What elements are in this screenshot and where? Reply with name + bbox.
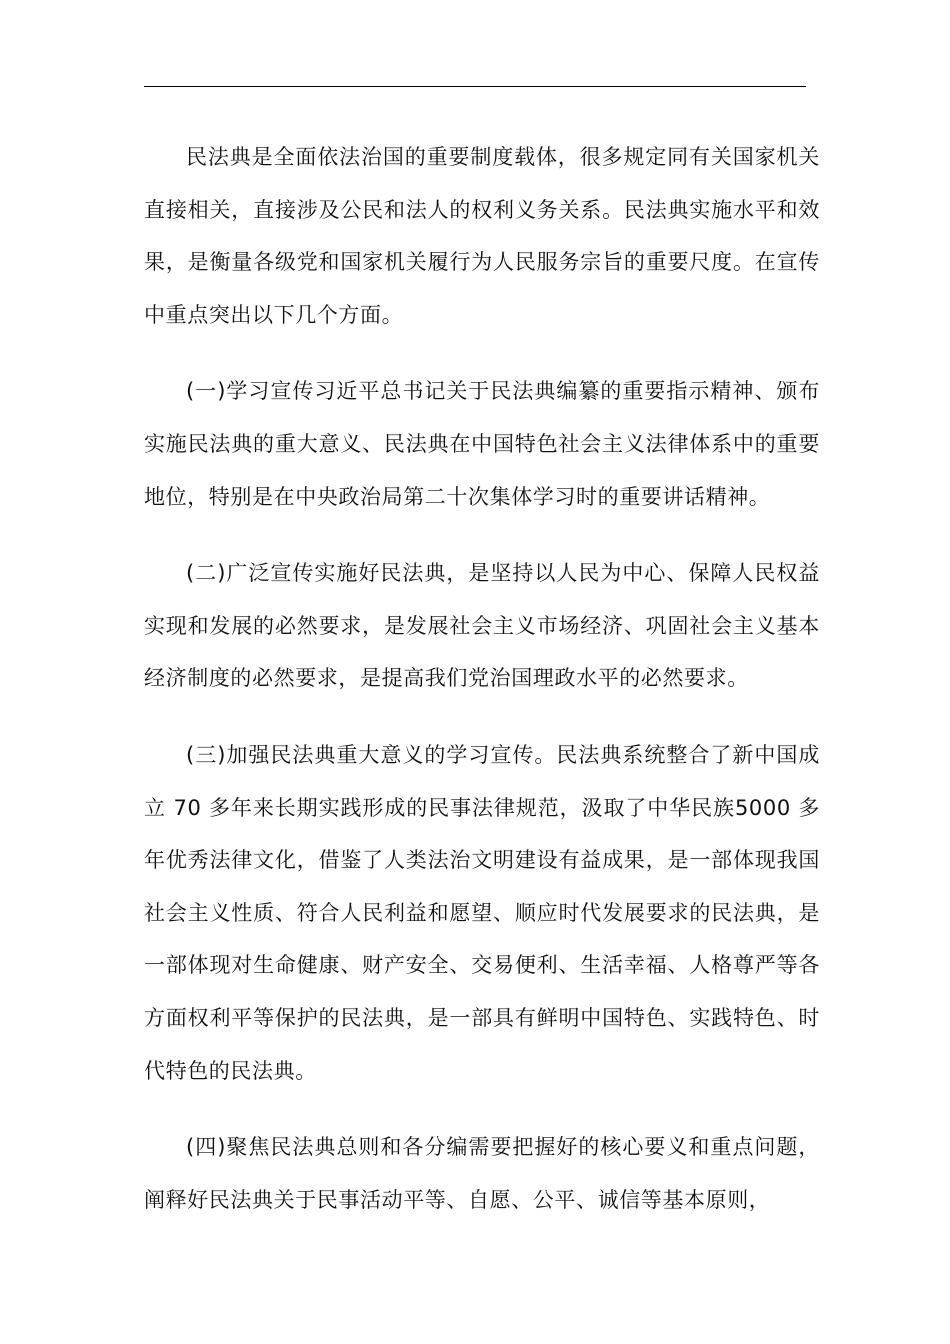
document-body (144, 131, 820, 1250)
paragraph-point-2: (二)广泛宣传实施好民法典，是坚持以人民为中心、保障人民权益实现和发展的必然要求，是发展社会主义市场经济、巩固社会主义基本经济制度的必然要求，是提高我们党治国理政水平的必然要求。 (144, 561, 820, 691)
paragraph-point-4: (四)聚焦民法典总则和各分编需要把握好的核心要义和重点问题，阐释好民法典关于民事活动平等、自愿、公平、诚信等基本原则， (144, 1135, 820, 1212)
header-rule (144, 86, 806, 87)
paragraph-point-1: (一)学习宣传习近平总书记关于民法典编纂的重要指示精神、颁布实施民法典的重大意义、民法典在中国特色社会主义法律体系中的重要地位，特别是在中央政治局第二十次集体学习时的重要讲话精神。 (144, 379, 820, 509)
paragraph-intro: 民法典是全面依法治国的重要制度载体，很多规定同有关国家机关直接相关，直接涉及公民和法人的权利义务关系。民法典实施水平和效果，是衡量各级党和国家机关履行为人民服务宗旨的重要尺度。在宣传中重点突出以下几个方面。 (144, 145, 821, 327)
paragraph-point-3: (三)加强民法典重大意义的学习宣传。民法典系统整合了新中国成立 70 多年来长期实践形成的民事法律规范，汲取了中华民族5000 多年优秀法律文化，借鉴了人类法治文明建设有益成果，是一部体现我国社会主义性质、符合人民利益和愿望、顺应时代发展要求的民法典，是一部体现对生命健康、财产安全、交易便利、生活幸福、人格尊严等各方面权利平等保护的民法典，是一部具有鲜明中国特色、实践特色、时代特色的民法典。 (144, 742, 820, 1083)
